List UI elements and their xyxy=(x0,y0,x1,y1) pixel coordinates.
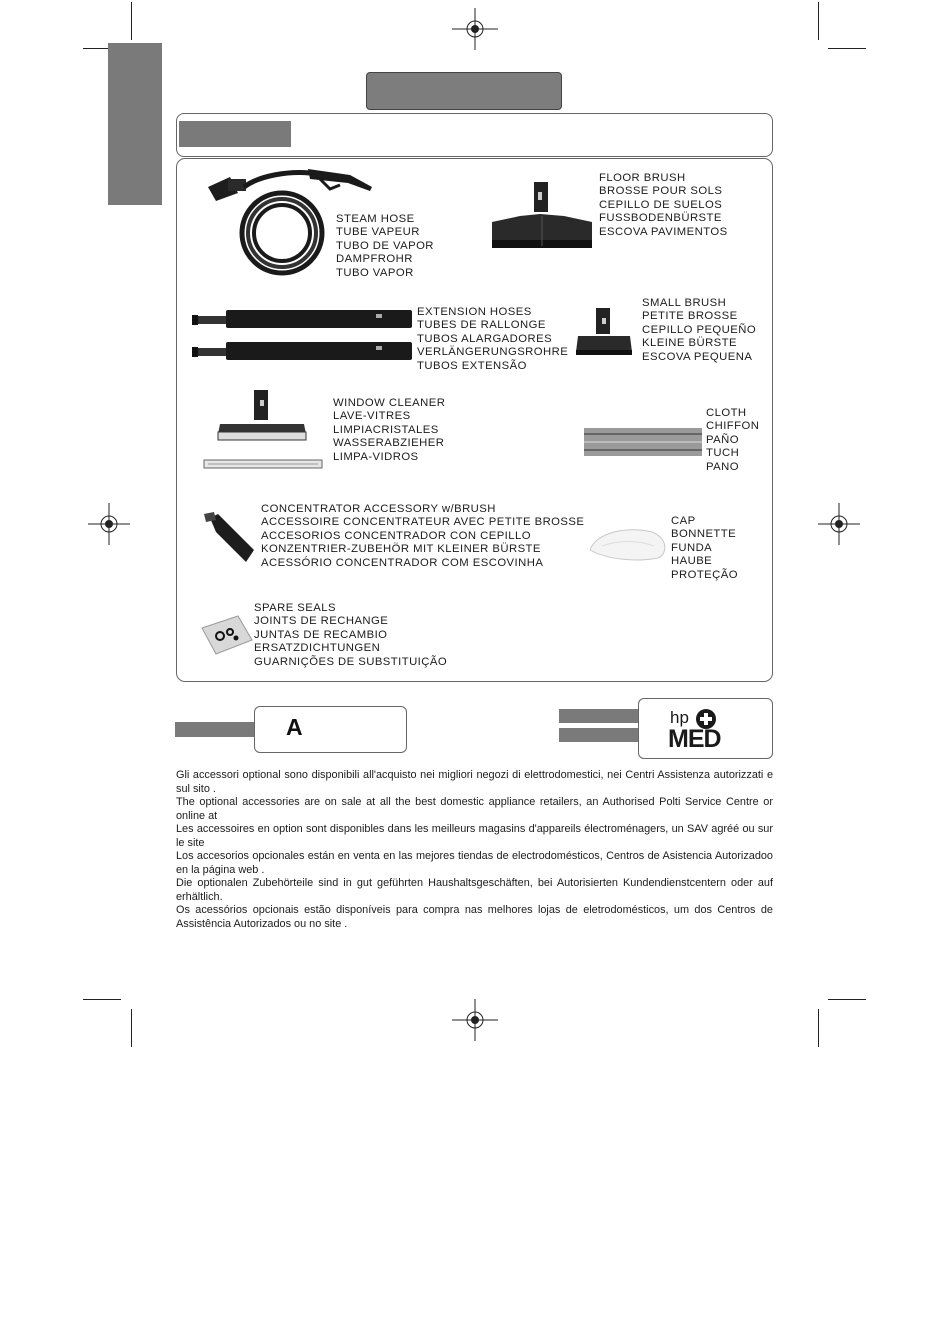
optional-tab xyxy=(175,722,255,737)
registration-mark-icon xyxy=(88,503,130,545)
paragraph-fr: Les accessoires en option sont disponibles dans les meilleurs magasins d'appareils électroménagers, un SAV agréé ou sur le site xyxy=(176,823,773,849)
optional-code-box xyxy=(254,706,407,753)
language-side-tab xyxy=(108,43,162,205)
section-header-tab xyxy=(179,121,291,147)
registration-mark-icon xyxy=(452,8,498,50)
window-cleaner-label: WINDOW CLEANER LAVE-VITRES LIMPIACRISTALES WASSERABZIEHER LIMPA-VIDROS xyxy=(333,397,446,463)
window-cleaner-image xyxy=(198,388,328,474)
optional-code-letter: A xyxy=(286,714,303,740)
crop-mark xyxy=(828,999,866,1000)
optional-accessories-text xyxy=(176,769,773,931)
cap-image xyxy=(588,524,670,564)
steam-hose-label: STEAM HOSE TUBE VAPEUR TUBO DE VAPOR DAMPFROHR TUBO VAPOR xyxy=(336,213,434,279)
cloth-image xyxy=(582,424,704,460)
floor-brush-image xyxy=(490,180,595,252)
registration-mark-icon xyxy=(452,999,498,1041)
cloth-label: CLOTH CHIFFON PAÑO TUCH PANO xyxy=(706,407,760,473)
paragraph-en: The optional accessories are on sale at all the best domestic appliance retailers, an Authorised Polti Service Centre or online at xyxy=(176,796,773,822)
cap-label: CAP BONNETTE FUNDA HAUBE PROTEÇÃO xyxy=(671,515,738,581)
crop-mark xyxy=(131,2,132,40)
hpmed-tab xyxy=(559,728,639,742)
crop-mark xyxy=(131,1009,132,1047)
hpmed-logo xyxy=(668,708,740,754)
spare-seals-image xyxy=(200,614,254,656)
spare-seals-label: SPARE SEALS JOINTS DE RECHANGE JUNTAS DE RECAMBIO ERSATZDICHTUNGEN GUARNIÇÕES DE SUBSTITUIÇÃO xyxy=(254,602,448,668)
paragraph-es: Los accesorios opcionales están en venta en las mejores tiendas de electrodomésticos, Centros de Asistencia Autorizadoo en la página web . xyxy=(176,850,773,876)
hpmed-logo-med: MED xyxy=(668,725,721,753)
extension-hoses-image xyxy=(190,306,415,366)
small-brush-label: SMALL BRUSH PETITE BROSSE CEPILLO PEQUEÑO KLEINE BÜRSTE ESCOVA PEQUENA xyxy=(642,297,757,363)
extension-hoses-label: EXTENSION HOSES TUBES DE RALLONGE TUBOS ALARGADORES VERLÄNGERUNGSROHRE TUBOS EXTENSÃO xyxy=(417,306,569,372)
paragraph-it: Gli accessori optional sono disponibili all'acquisto nei migliori negozi di elettrodomestici, nei Centri Assistenza autorizzati e sul sito . xyxy=(176,769,773,795)
concentrator-label: CONCENTRATOR ACCESSORY w/BRUSH ACCESSOIRE CONCENTRATEUR AVEC PETITE BROSSE ACCESORIOS CONCENTRADOR CON CEPILLO KONZENTRIER-ZUBEHÖR MIT KLEINER BÜRSTE ACESSÓRIO CONCENTRADOR COM ESCOVINHA xyxy=(261,503,585,569)
floor-brush-label: FLOOR BRUSH BROSSE POUR SOLS CEPILLO DE SUELOS FUSSBODENBÜRSTE ESCOVA PAVIMENTOS xyxy=(599,172,728,238)
registration-mark-icon xyxy=(818,503,860,545)
crop-mark xyxy=(818,2,819,40)
hpmed-logo-hp: hp xyxy=(670,708,689,727)
crop-mark xyxy=(818,1009,819,1047)
concentrator-image xyxy=(200,510,260,566)
crop-mark xyxy=(828,48,866,49)
paragraph-pt: Os acessórios opcionais estão disponíveis para compra nas melhores lojas de eletrodomésticos, um dos Centros de Assistência Autorizados ou no site . xyxy=(176,904,773,930)
hpmed-tab xyxy=(559,709,639,723)
small-brush-image xyxy=(574,306,634,358)
crop-mark xyxy=(83,999,121,1000)
section-title-bar xyxy=(366,72,562,110)
paragraph-de: Die optionalen Zubehörteile sind in gut geführten Haushaltsgeschäften, bei Autorisierten Kundendienstcentern oder auf erhältlich. xyxy=(176,877,773,903)
